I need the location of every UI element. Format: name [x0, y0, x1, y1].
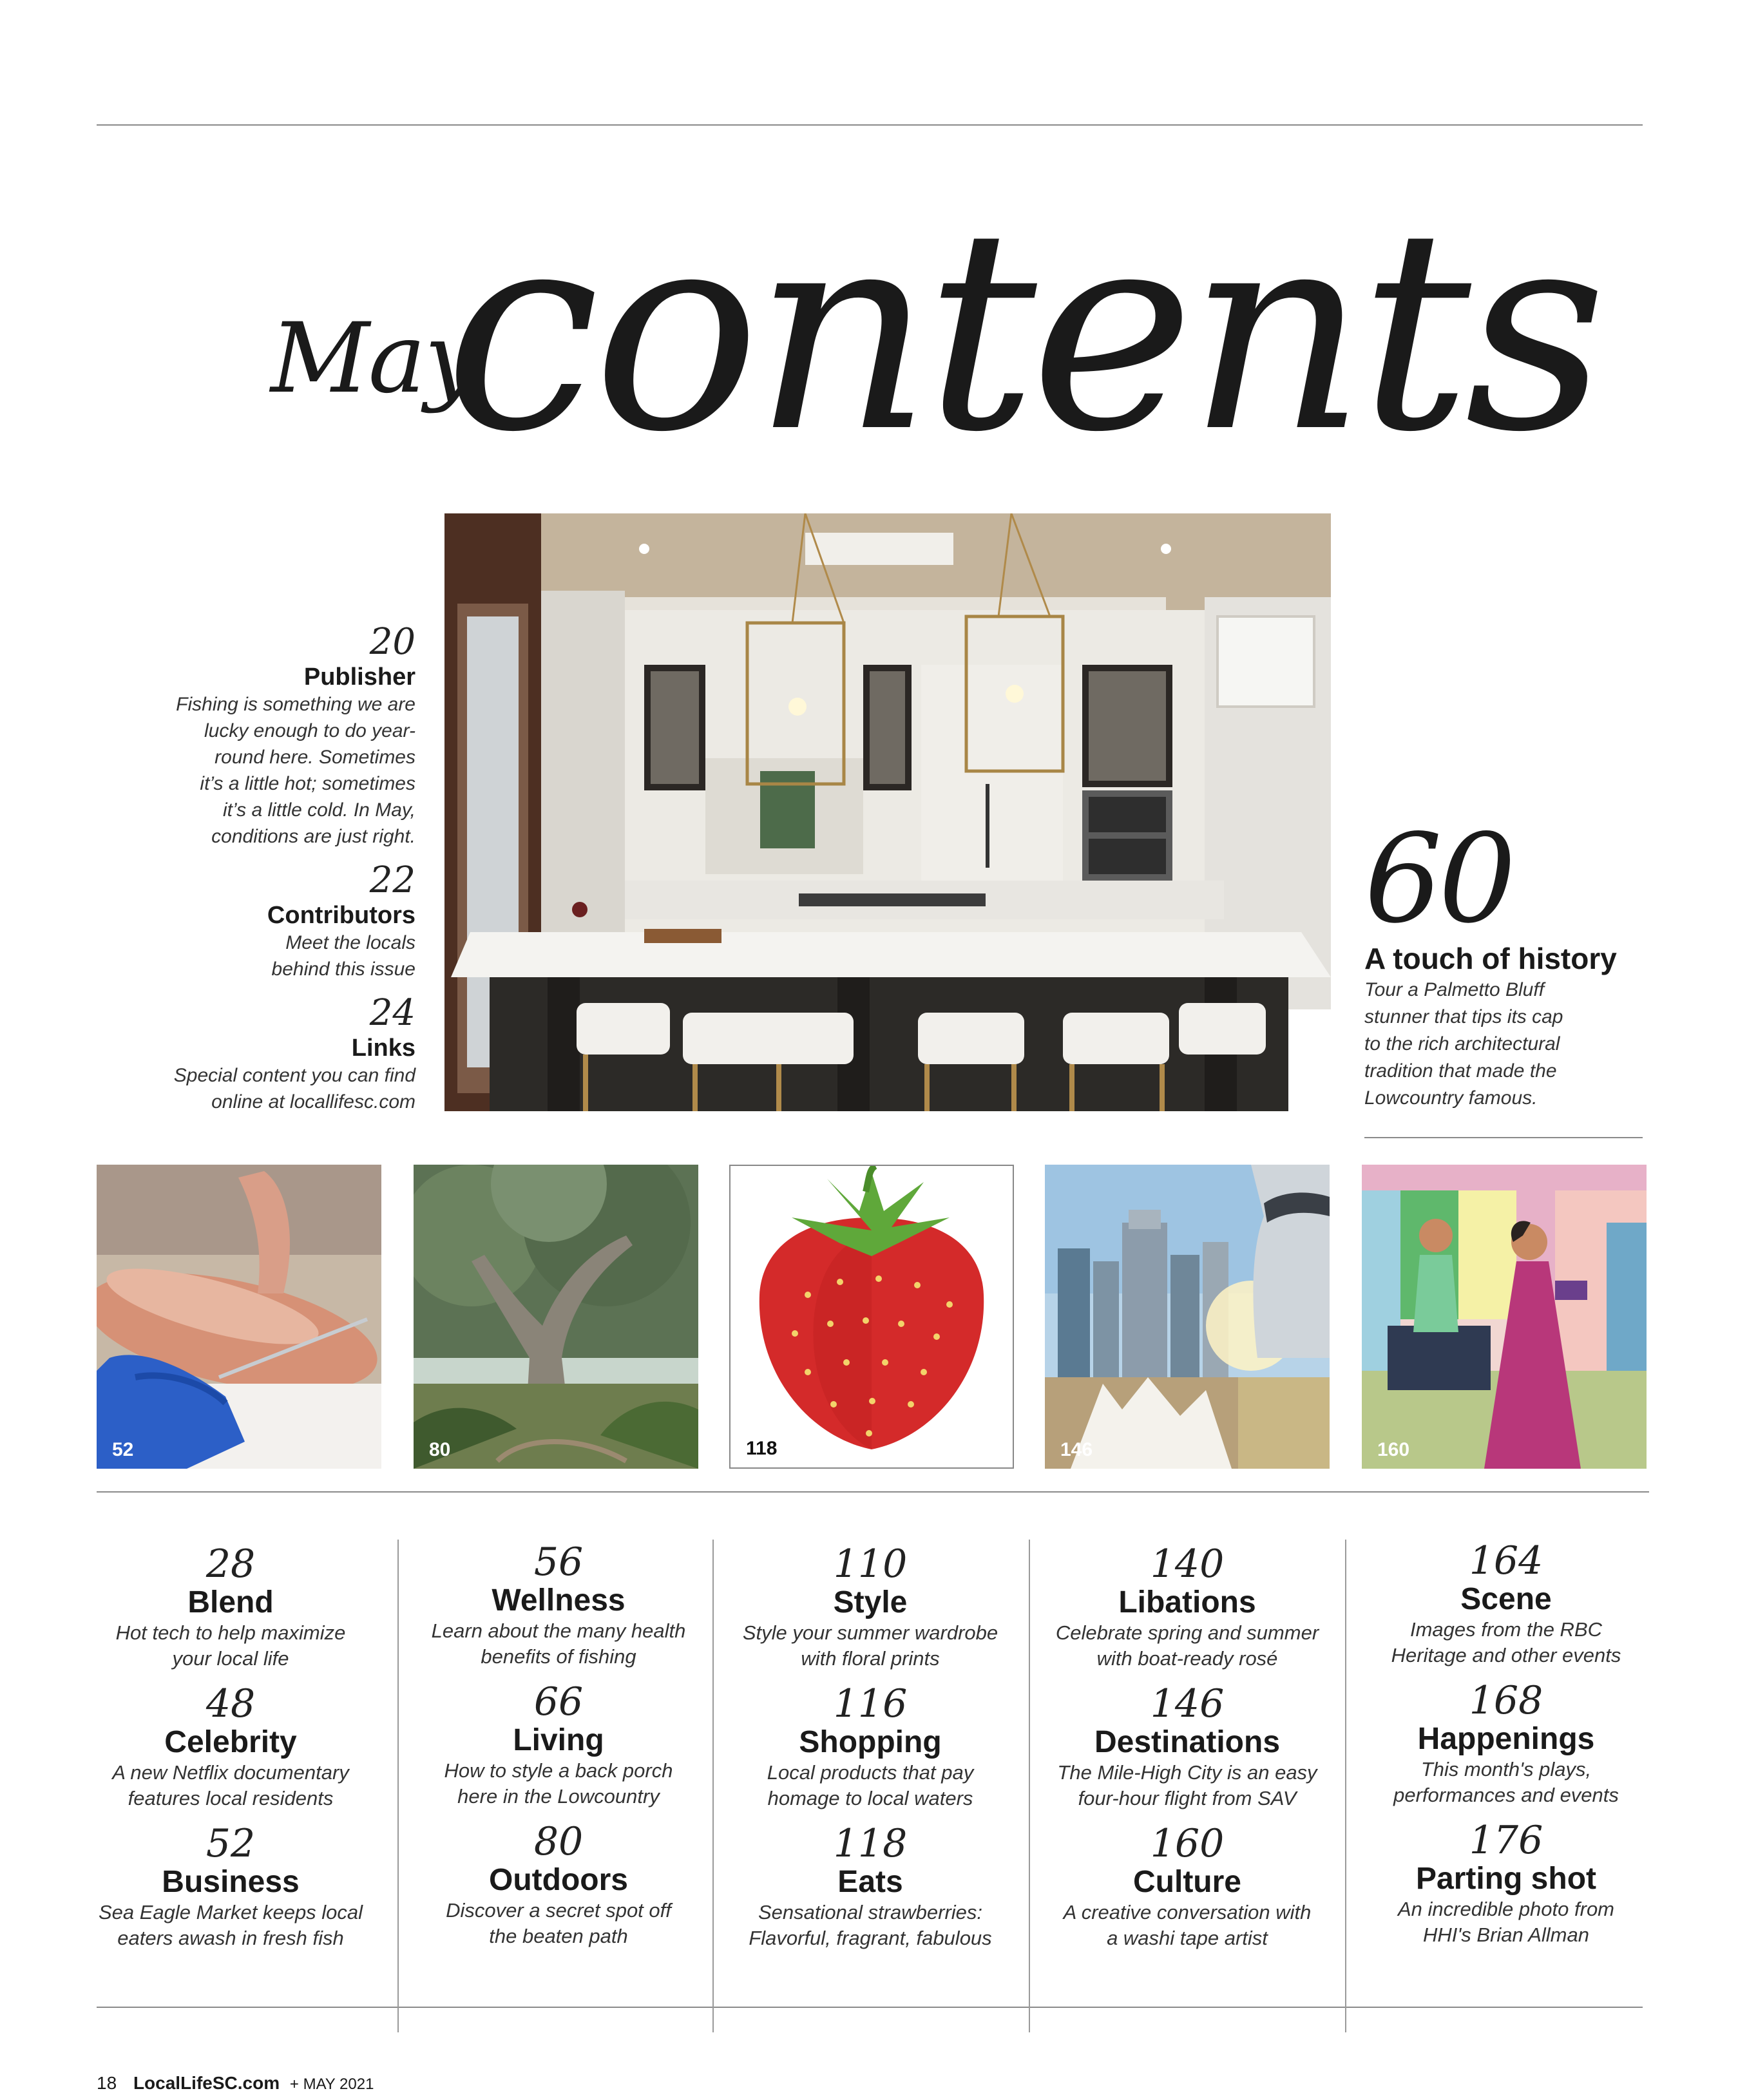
department-shopping[interactable] — [722, 1683, 1018, 1822]
department-heading: Outdoors — [489, 1863, 628, 1897]
department-scene[interactable] — [1358, 1540, 1654, 1679]
department-blend[interactable] — [82, 1543, 379, 1683]
department-heading: Living — [513, 1723, 604, 1757]
thumbnail-page-number: 118 — [746, 1438, 778, 1459]
desc-line: An incredible photo from — [1397, 1898, 1615, 1920]
feature-description — [129, 691, 415, 850]
department-wellness[interactable] — [410, 1541, 707, 1681]
feature-publisher[interactable] — [129, 622, 415, 850]
desc-line: Local products that pay — [767, 1761, 974, 1784]
page-number: 146 — [1150, 1681, 1225, 1726]
photo-section-rule — [1364, 1137, 1643, 1138]
department-heading: Celebrity — [164, 1725, 297, 1759]
footer-issue-date: + MAY 2021 — [289, 2076, 374, 2093]
department-outdoors[interactable] — [410, 1820, 707, 1960]
desc-line: behind this issue — [271, 959, 415, 980]
feature-heading: Contributors — [267, 902, 415, 929]
page-number: 176 — [1469, 1818, 1543, 1863]
department-description — [722, 1900, 1018, 1951]
desc-line: performances and events — [1393, 1784, 1619, 1806]
page-number: 116 — [833, 1681, 908, 1726]
department-description — [722, 1760, 1018, 1811]
page-number: 160 — [1150, 1821, 1225, 1866]
department-description — [1358, 1617, 1654, 1668]
bottom-rule — [97, 2007, 1643, 2008]
desc-line: Flavorful, fragrant, fabulous — [749, 1927, 992, 1949]
department-heading: Happenings — [1417, 1722, 1595, 1756]
desc-line: Learn about the many health — [431, 1619, 686, 1642]
desc-line: Fishing is something we are — [176, 694, 415, 715]
department-business[interactable] — [82, 1822, 379, 1962]
department-description — [722, 1620, 1018, 1672]
desc-line: Meet the locals — [285, 932, 415, 953]
desc-line: eaters awash in fresh fish — [117, 1927, 344, 1949]
thumbnail-page-number: 146 — [1060, 1439, 1093, 1460]
desc-line: stunner that tips its cap — [1364, 1006, 1563, 1027]
desc-line: it’s a little cold. In May, — [222, 799, 415, 821]
department-description — [82, 1760, 379, 1811]
desc-line: Heritage and other events — [1391, 1644, 1621, 1666]
page-title: contents — [444, 171, 1601, 493]
page-footer — [97, 2073, 374, 2094]
department-description — [82, 1620, 379, 1672]
page-number: 168 — [1469, 1678, 1543, 1723]
column-divider — [1029, 1540, 1030, 2032]
desc-line: Hot tech to help maximize — [115, 1621, 346, 1644]
desc-line: A new Netflix documentary — [112, 1761, 349, 1784]
department-heading: Style — [833, 1585, 908, 1619]
desc-line: the beaten path — [489, 1925, 628, 1947]
desc-line: Tour a Palmetto Bluff — [1364, 979, 1545, 1000]
desc-line: with floral prints — [801, 1647, 940, 1670]
feature-heading: A touch of history — [1364, 942, 1617, 975]
top-rule — [97, 124, 1643, 126]
desc-line: Lowcountry famous. — [1364, 1087, 1538, 1109]
department-heading: Eats — [837, 1865, 903, 1899]
thumbnail-section-rule — [97, 1491, 1649, 1493]
desc-line: HHI's Brian Allman — [1422, 1923, 1589, 1946]
department-heading: Libations — [1118, 1585, 1256, 1619]
contents-column-5 — [1358, 1540, 1654, 1959]
page-number: 48 — [205, 1681, 256, 1726]
desc-line: online at locallifesc.com — [211, 1091, 415, 1112]
department-heading: Destinations — [1094, 1725, 1281, 1759]
desc-line: it’s a little hot; sometimes — [200, 773, 415, 794]
contents-column-1 — [82, 1543, 379, 1962]
desc-line: Style your summer wardrobe — [742, 1621, 998, 1644]
department-happenings[interactable] — [1358, 1679, 1654, 1819]
page-number: 110 — [833, 1542, 908, 1587]
thumbnail-page-number: 52 — [112, 1439, 134, 1460]
desc-line: with boat-ready rosé — [1096, 1647, 1278, 1670]
title-month: May — [271, 303, 478, 415]
department-parting-shot[interactable] — [1358, 1819, 1654, 1959]
thumbnail-page-number: 160 — [1377, 1439, 1410, 1460]
feature-description — [129, 1062, 415, 1115]
desc-line: features local residents — [128, 1787, 334, 1809]
page-number: 20 — [369, 621, 415, 663]
desc-line: Sea Eagle Market keeps local — [98, 1901, 363, 1923]
page-number: 28 — [205, 1542, 256, 1587]
desc-line: The Mile-High City is an easy — [1057, 1761, 1317, 1784]
department-description — [410, 1618, 707, 1670]
column-divider — [397, 1540, 399, 2032]
department-description — [410, 1898, 707, 1949]
desc-line: tradition that made the — [1364, 1060, 1557, 1082]
contents-column-2 — [410, 1541, 707, 1960]
desc-line: homage to local waters — [767, 1787, 973, 1809]
thumbnail-denver-skyline[interactable] — [1045, 1165, 1330, 1469]
department-description — [1039, 1760, 1335, 1811]
desc-line: Discover a secret spot off — [446, 1899, 671, 1922]
department-description — [410, 1758, 707, 1809]
desc-line: to the rich architectural — [1364, 1033, 1560, 1055]
department-heading: Shopping — [799, 1725, 942, 1759]
thumbnail-page-number: 80 — [429, 1439, 451, 1460]
folio-page-number: 18 — [97, 2073, 117, 2093]
department-description — [82, 1900, 379, 1951]
contents-column-3 — [722, 1543, 1018, 1962]
department-libations[interactable] — [1039, 1543, 1335, 1683]
page-number: 56 — [533, 1540, 584, 1585]
department-style[interactable] — [722, 1543, 1018, 1683]
desc-line: here in the Lowcountry — [457, 1785, 660, 1808]
column-divider — [1345, 1540, 1346, 2032]
page-number: 140 — [1150, 1542, 1225, 1587]
desc-line: conditions are just right. — [211, 826, 415, 847]
desc-line: A creative conversation with — [1063, 1901, 1312, 1923]
feature-description — [1364, 977, 1674, 1112]
department-heading: Culture — [1133, 1865, 1241, 1899]
department-heading: Parting shot — [1415, 1862, 1596, 1896]
desc-line: Images from the RBC — [1409, 1618, 1603, 1641]
desc-line: a washi tape artist — [1107, 1927, 1268, 1949]
department-heading: Blend — [187, 1585, 274, 1619]
page-number: 24 — [369, 992, 415, 1034]
desc-line: Special content you can find — [173, 1065, 415, 1086]
desc-line: How to style a back porch — [444, 1759, 673, 1782]
page-number: 60 — [1364, 808, 1513, 950]
department-description — [1358, 1757, 1654, 1808]
feature-description — [129, 930, 415, 982]
feature-history[interactable] — [1364, 808, 1674, 1112]
feature-heading: Links — [351, 1035, 415, 1062]
desc-line: round here. Sometimes — [215, 747, 415, 768]
department-heading: Wellness — [492, 1583, 625, 1618]
desc-line: lucky enough to do year- — [204, 720, 415, 741]
footer-site-link[interactable]: LocalLifeSC.com — [133, 2073, 280, 2093]
department-eats[interactable] — [722, 1822, 1018, 1962]
page-number: 66 — [533, 1679, 584, 1724]
thumbnail-strawberry[interactable] — [729, 1165, 1014, 1469]
feature-links[interactable] — [129, 993, 415, 1115]
left-feature-list — [129, 622, 415, 1125]
page-number: 22 — [369, 859, 415, 901]
page-number: 80 — [533, 1819, 584, 1864]
department-description — [1358, 1896, 1654, 1948]
thumbnail-fish-fillet[interactable] — [97, 1165, 381, 1469]
department-destinations[interactable] — [1039, 1683, 1335, 1822]
desc-line: This month's plays, — [1420, 1758, 1592, 1780]
thumbnail-live-oak[interactable] — [414, 1165, 698, 1469]
department-heading: Business — [162, 1865, 300, 1899]
department-description — [1039, 1620, 1335, 1672]
department-living[interactable] — [410, 1681, 707, 1820]
desc-line: Celebrate spring and summer — [1055, 1621, 1319, 1644]
page-number: 118 — [833, 1821, 908, 1866]
desc-line: four-hour flight from SAV — [1078, 1787, 1297, 1809]
department-description — [1039, 1900, 1335, 1951]
contents-column-4 — [1039, 1543, 1335, 1962]
column-divider — [712, 1540, 714, 2032]
thumbnail-washi-artwork[interactable] — [1362, 1165, 1647, 1469]
department-celebrity[interactable] — [82, 1683, 379, 1822]
feature-contributors[interactable] — [129, 860, 415, 982]
department-culture[interactable] — [1039, 1822, 1335, 1962]
department-heading: Scene — [1460, 1582, 1552, 1616]
kitchen-photo[interactable] — [444, 513, 1331, 1111]
desc-line: Sensational strawberries: — [758, 1901, 983, 1923]
feature-heading: Publisher — [303, 663, 415, 691]
desc-line: your local life — [172, 1647, 289, 1670]
page-number: 164 — [1469, 1538, 1543, 1583]
desc-line: benefits of fishing — [481, 1645, 636, 1668]
page-number: 52 — [205, 1821, 256, 1866]
